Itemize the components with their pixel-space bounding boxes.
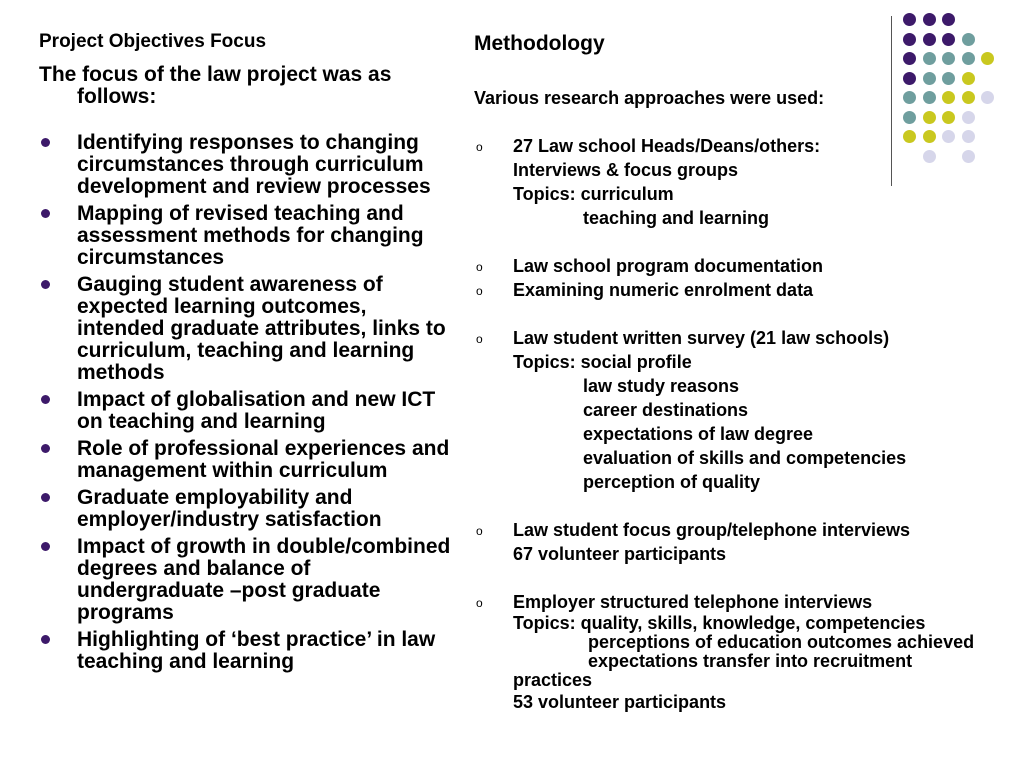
decorative-dot — [903, 13, 916, 26]
list-item: Impact of globalisation and new ICT on teaching and learning — [39, 389, 459, 433]
decorative-dot — [923, 150, 936, 163]
circle-bullet-icon: o — [476, 140, 483, 154]
decorative-dot — [942, 72, 955, 85]
objectives-list — [39, 132, 459, 673]
bullet-icon — [41, 209, 50, 218]
list-item: Graduate employability and employer/industry satisfaction — [39, 487, 459, 531]
decorative-dot — [903, 52, 916, 65]
decorative-dot — [903, 33, 916, 46]
decorative-dot — [923, 52, 936, 65]
method-item-employer-interviews: o Employer structured telephone interviews Topics: quality, skills, knowledge, competencies perceptions of education outcomes achieved expectations transfer into recruitment practices 53 volunteer participants — [476, 592, 975, 712]
decorative-dot — [942, 52, 955, 65]
list-item: Gauging student awareness of expected learning outcomes, intended graduate attributes, links to curriculum, teaching and learning methods — [39, 274, 459, 384]
list-item: Identifying responses to changing circumstances through curriculum development and review processes — [39, 132, 459, 198]
bullet-icon — [41, 493, 50, 502]
bullet-icon — [41, 280, 50, 289]
decorative-dot — [923, 111, 936, 124]
decorative-dot — [962, 52, 975, 65]
bullet-icon — [41, 542, 50, 551]
method-item-student-survey: o Law student written survey (21 law schools) Topics: social profile law study reasons career destinations expectations of law degree evaluation of skills and competencies perception of quality — [476, 328, 907, 492]
decorative-dot-grid — [903, 13, 1024, 173]
decorative-dot — [962, 130, 975, 143]
bullet-icon — [41, 395, 50, 404]
method-item-enrolment-data: o Examining numeric enrolment data — [474, 278, 1019, 302]
decorative-dot — [962, 91, 975, 104]
bullet-icon — [41, 635, 50, 644]
decorative-dot — [923, 130, 936, 143]
list-item: Mapping of revised teaching and assessment methods for changing circumstances — [39, 203, 459, 269]
method-item-documentation: o Law school program documentation — [474, 254, 1019, 278]
decorative-dot — [923, 72, 936, 85]
bullet-icon — [41, 138, 50, 147]
list-item: Role of professional experiences and management within curriculum — [39, 438, 459, 482]
decorative-dot — [903, 130, 916, 143]
vertical-divider — [891, 16, 892, 186]
decorative-dot — [981, 91, 994, 104]
decorative-dot — [962, 72, 975, 85]
circle-bullet-icon: o — [476, 332, 483, 346]
bullet-icon — [41, 444, 50, 453]
decorative-dot — [942, 91, 955, 104]
circle-bullet-icon: o — [476, 524, 483, 538]
decorative-dot — [962, 111, 975, 124]
decorative-dot — [942, 130, 955, 143]
method-item-focus-groups: o Law student focus group/telephone interviews 67 volunteer participants — [476, 520, 911, 564]
decorative-dot — [903, 72, 916, 85]
list-item: Impact of growth in double/combined degrees and balance of undergraduate –post graduate programs — [39, 536, 459, 624]
decorative-dot — [923, 13, 936, 26]
decorative-dot — [942, 33, 955, 46]
method-item-interviews: o 27 Law school Heads/Deans/others: Interviews & focus groups Topics: curriculum teaching and learning — [476, 136, 821, 228]
decorative-dot — [903, 111, 916, 124]
decorative-dot — [962, 150, 975, 163]
decorative-dot — [981, 52, 994, 65]
objectives-intro: The focus of the law project was as follows: — [39, 63, 392, 108]
circle-bullet-icon: o — [476, 260, 483, 274]
circle-bullet-icon: o — [476, 596, 483, 610]
objectives-heading: Project Objectives Focus — [39, 31, 267, 52]
circle-bullet-icon: o — [476, 284, 483, 298]
decorative-dot — [942, 111, 955, 124]
decorative-dot — [962, 33, 975, 46]
objectives-column — [39, 30, 459, 678]
methodology-intro: Various research approaches were used: — [474, 88, 825, 108]
decorative-dot — [923, 33, 936, 46]
decorative-dot — [923, 91, 936, 104]
decorative-dot — [903, 91, 916, 104]
methodology-heading: Methodology — [474, 32, 605, 55]
list-item: Highlighting of ‘best practice’ in law teaching and learning — [39, 629, 459, 673]
decorative-dot — [942, 13, 955, 26]
